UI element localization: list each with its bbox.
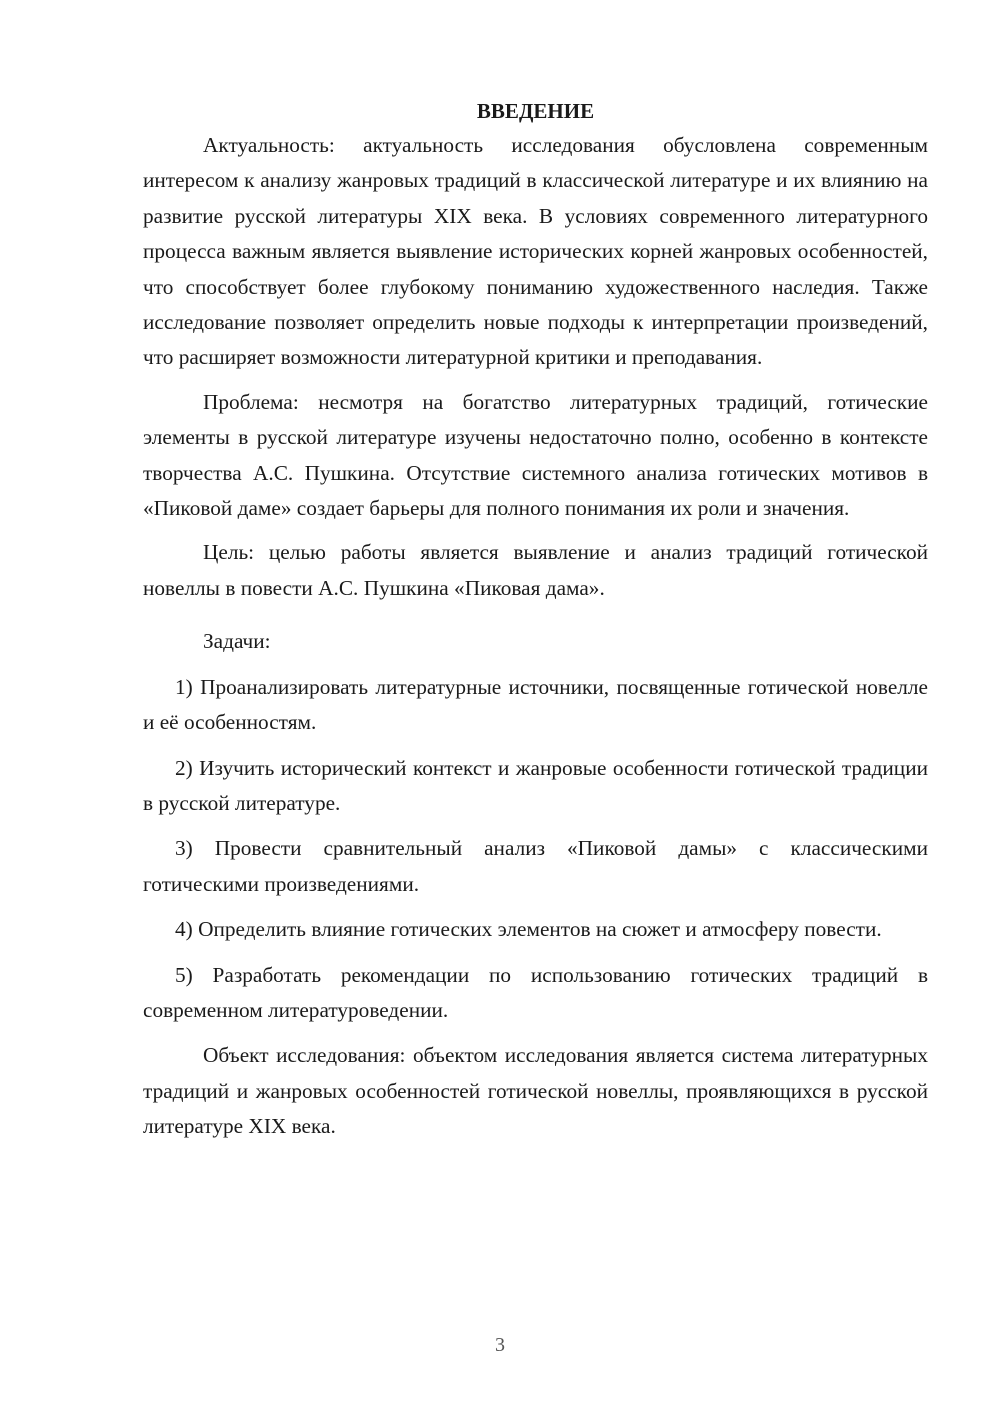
tasks-label: Задачи: <box>203 629 271 654</box>
task-item-5: 5) Разработать рекомендации по использованию готических традиций в современном литературоведении. <box>143 962 928 1022</box>
problem-paragraph: Проблема: несмотря на богатство литературных традиций, готические элементы в русской литературе изучены недостаточно полно, особенно в контексте творчества А.С. Пушкина. Отсутствие системного анализа готических мотивов в «Пиковой даме» создает барьеры для полного понимания их роли и значения. <box>143 389 928 521</box>
object-paragraph: Объект исследования: объектом исследования является система литературных традиций и жанровых особенностей готической новеллы, проявляющихся в русской литературе XIX века. <box>143 1043 928 1139</box>
task-item-4: 4) Определить влияние готических элементов на сюжет и атмосферу повести. <box>175 917 882 942</box>
page-number: 3 <box>495 1334 505 1356</box>
section-heading: ВВЕДЕНИЕ <box>476 99 595 123</box>
task-item-1: 1) Проанализировать литературные источники, посвященные готической новелле и её особенностям. <box>143 674 928 735</box>
goal-paragraph: Цель: целью работы является выявление и анализ традиций готической новеллы в повести А.С. Пушкина «Пиковая дама». <box>143 540 928 600</box>
relevance-paragraph: Актуальность: актуальность исследования обусловлена современным интересом к анализу жанровых традиций в классической литературе и их влиянию на развитие русской литературы XIX века. В условиях современного литературного процесса важным является выявление исторических корней жанровых особенностей, что способствует более глубокому пониманию художественного наследия. Также исследование позволяет определить новые подходы к интерпретации произведений, что расширяет возможности литературной критики и преподавания. <box>143 133 928 370</box>
task-item-3: 3) Провести сравнительный анализ «Пиковой дамы» с классическими готическими произведениями. <box>143 836 928 896</box>
task-item-2: 2) Изучить исторический контекст и жанровые особенности готической традиции в русской литературе. <box>143 755 928 815</box>
page-content <box>143 96 928 1154</box>
